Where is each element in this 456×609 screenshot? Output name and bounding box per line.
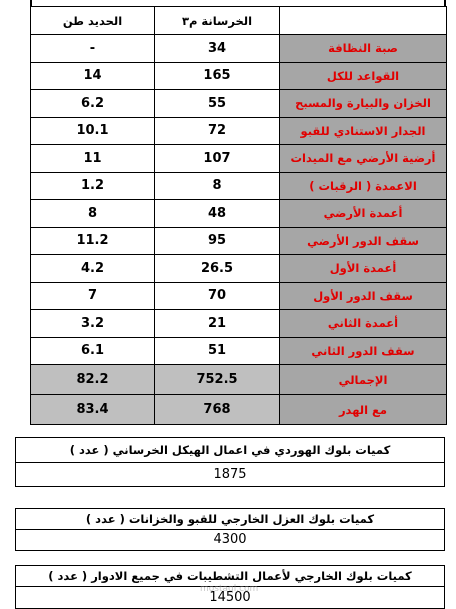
cell-steel: 8 xyxy=(31,200,155,228)
insulation-block-title: كميات بلوك العزل الخارجي للقبو والخزانات ( عدد ) xyxy=(16,509,444,530)
table-row xyxy=(31,145,447,173)
header-steel: الحديد طن xyxy=(31,7,155,35)
cell-concrete: 8 xyxy=(155,172,280,200)
external-block-title: كميات بلوك الخارجي لأعمال التشطيبات في جميع الادوار ( عدد ) xyxy=(16,566,444,587)
cell-concrete: 752.5 xyxy=(155,365,280,395)
header-concrete: الخرسانة م٣ xyxy=(155,7,280,35)
cell-label: الإجمالي xyxy=(280,365,447,395)
header-label xyxy=(280,7,447,35)
quantities-table xyxy=(30,6,447,425)
cell-steel: 82.2 xyxy=(31,365,155,395)
table-row xyxy=(31,255,447,283)
cell-label: سقف الدور الأرضي xyxy=(280,227,447,255)
table-row xyxy=(31,172,447,200)
cell-steel: 3.2 xyxy=(31,310,155,338)
cell-label: مع الهدر xyxy=(280,395,447,425)
table-row xyxy=(31,337,447,365)
cell-concrete: 107 xyxy=(155,145,280,173)
cell-concrete: 95 xyxy=(155,227,280,255)
cell-steel: 7 xyxy=(31,282,155,310)
cell-steel: 83.4 xyxy=(31,395,155,425)
insulation-block-value: 4300 xyxy=(213,532,247,547)
cell-label: أرضية الأرضي مع الميدات xyxy=(280,145,447,173)
table-total-row xyxy=(31,395,447,425)
cell-steel: 1.2 xyxy=(31,172,155,200)
cell-label: أعمدة الثاني xyxy=(280,310,447,338)
cell-concrete: 48 xyxy=(155,200,280,228)
cell-steel: 11 xyxy=(31,145,155,173)
cell-concrete: 72 xyxy=(155,117,280,145)
table-row xyxy=(31,35,447,63)
cell-label: سقف الدور الأول xyxy=(280,282,447,310)
table-row xyxy=(31,282,447,310)
hourdi-block-box xyxy=(15,437,445,487)
cell-concrete: 55 xyxy=(155,90,280,118)
table-header-row xyxy=(31,7,447,35)
cell-concrete: 34 xyxy=(155,35,280,63)
table-row xyxy=(31,117,447,145)
table-row xyxy=(31,227,447,255)
cell-concrete: 768 xyxy=(155,395,280,425)
cell-label: سقف الدور الثاني xyxy=(280,337,447,365)
cell-concrete: 165 xyxy=(155,62,280,90)
cell-steel: 11.2 xyxy=(31,227,155,255)
table-row xyxy=(31,62,447,90)
hourdi-block-title: كميات بلوك الهوردي في اعمال الهيكل الخرساني ( عدد ) xyxy=(16,438,444,463)
cell-steel: 6.2 xyxy=(31,90,155,118)
cell-label: أعمدة الأول xyxy=(280,255,447,283)
cell-label: القواعد للكل xyxy=(280,62,447,90)
cell-label: الجدار الاستنادي للقبو xyxy=(280,117,447,145)
cell-concrete: 51 xyxy=(155,337,280,365)
top-border xyxy=(0,0,456,2)
watermark: mostaql.com xyxy=(200,584,259,594)
cell-label: أعمدة الأرضي xyxy=(280,200,447,228)
external-block-value: 14500 xyxy=(209,590,251,605)
cell-concrete: 26.5 xyxy=(155,255,280,283)
cell-steel: - xyxy=(31,35,155,63)
table-row xyxy=(31,200,447,228)
cell-steel: 14 xyxy=(31,62,155,90)
cell-concrete: 70 xyxy=(155,282,280,310)
table-row xyxy=(31,90,447,118)
table-total-row xyxy=(31,365,447,395)
table-row xyxy=(31,310,447,338)
cell-steel: 4.2 xyxy=(31,255,155,283)
cell-steel: 10.1 xyxy=(31,117,155,145)
hourdi-block-value: 1875 xyxy=(213,467,247,482)
insulation-block-box xyxy=(15,508,445,551)
cell-label: الخزان والبيارة والمسبح xyxy=(280,90,447,118)
cell-concrete: 21 xyxy=(155,310,280,338)
cell-steel: 6.1 xyxy=(31,337,155,365)
cell-label: صبة النظافة xyxy=(280,35,447,63)
cell-label: الاعمدة ( الرقبات ) xyxy=(280,172,447,200)
